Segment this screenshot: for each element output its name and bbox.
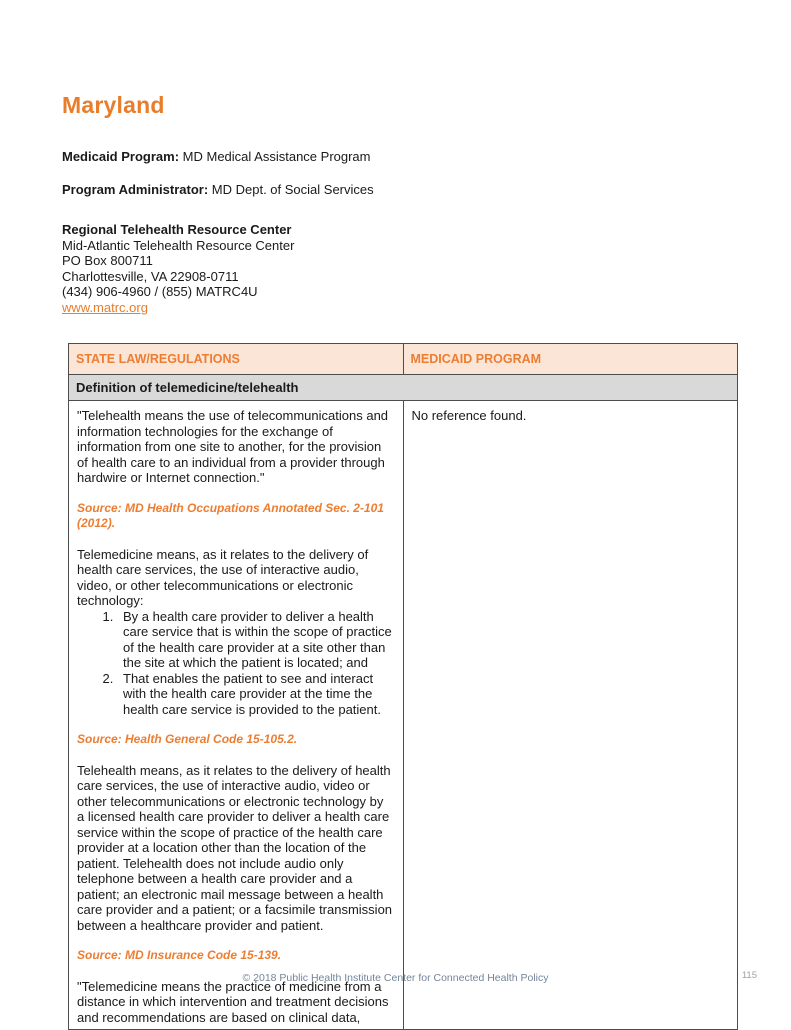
numbered-list-item: 2. That enables the patient to see and interact with the health care provider at the time the health care service is provided to the patient. [117,671,394,718]
medicaid-program-field [62,149,737,164]
state-law-cell [69,401,404,1030]
footer-copyright: © 2018 Public Health Institute Center for Connected Health Policy [242,972,549,984]
section-row [69,375,738,401]
law-paragraph: "Telehealth means the use of telecommunications and information technologies for the exchange of information from one site to another, for the provision of health care to an individual from a provider through hardwire or Internet connection." [77,408,389,485]
resource-center-city-state-zip: Charlottesville, VA 22908-0711 [62,268,239,284]
resource-center-website-link[interactable]: www.matrc.org [62,299,148,315]
source-citation: Source: MD Health Occupations Annotated Sec. 2-101 (2012). [77,500,384,530]
resource-center-phone: (434) 906-4960 / (855) MATRC4U [62,284,258,299]
source-citation: Source: Health General Code 15-105.2. [77,732,298,746]
column-header-medicaid-program: MEDICAID PROGRAM [403,344,738,375]
resource-center-heading: Regional Telehealth Resource Center [62,222,292,237]
program-administrator-label: Program Administrator: [62,182,209,197]
medicaid-program-label: Medicaid Program: [62,149,180,164]
page-title: Maryland [62,92,165,118]
source-citation: Source: MD Insurance Code 15-139. [77,948,282,962]
section-title: Definition of telemedicine/telehealth [69,375,738,401]
table-body-row [69,401,738,1030]
resource-center-block [62,222,737,315]
numbered-list-item: 1. By a health care provider to deliver a health care service that is within the scope of practice of the health care provider at a site other than the site at which the patient is located; and [117,609,394,671]
resource-center-po-box: PO Box 800711 [62,253,153,268]
program-administrator-field [62,182,737,197]
numbered-list [77,609,394,718]
table-header-row [69,344,738,375]
medicaid-program-value: MD Medical Assistance Program [182,149,371,164]
program-administrator-value: MD Dept. of Social Services [211,182,374,197]
law-paragraph: Telehealth means, as it relates to the delivery of health care services, the use of interactive audio, video or other telecommunications or electronic technology by a licensed health care provider to deliver a health care service within the scope of practice of the health care provider at a location other than the location of the patient. Telehealth does not include audio only telephone between a health care provider and a patient; an electronic mail message between a health care provider and a patient; or a facsimile transmission between a healthcare provider and patient. [77,762,393,933]
law-paragraph: "Telemedicine means the practice of medicine from a distance in which intervention and treatment decisions and recommendations are based on clinical data, [77,978,389,1025]
medicaid-program-cell [403,401,738,1030]
law-paragraph: Telemedicine means, as it relates to the delivery of health care services, the use of interactive audio, video, or other telecommunications or electronic technology: [77,546,369,608]
page-number: 115 [741,970,757,981]
column-header-state-law: STATE LAW/REGULATIONS [69,344,404,375]
state-law-table [68,343,738,1030]
resource-center-name: Mid-Atlantic Telehealth Resource Center [62,237,295,253]
medicaid-reference-text: No reference found. [411,408,527,423]
